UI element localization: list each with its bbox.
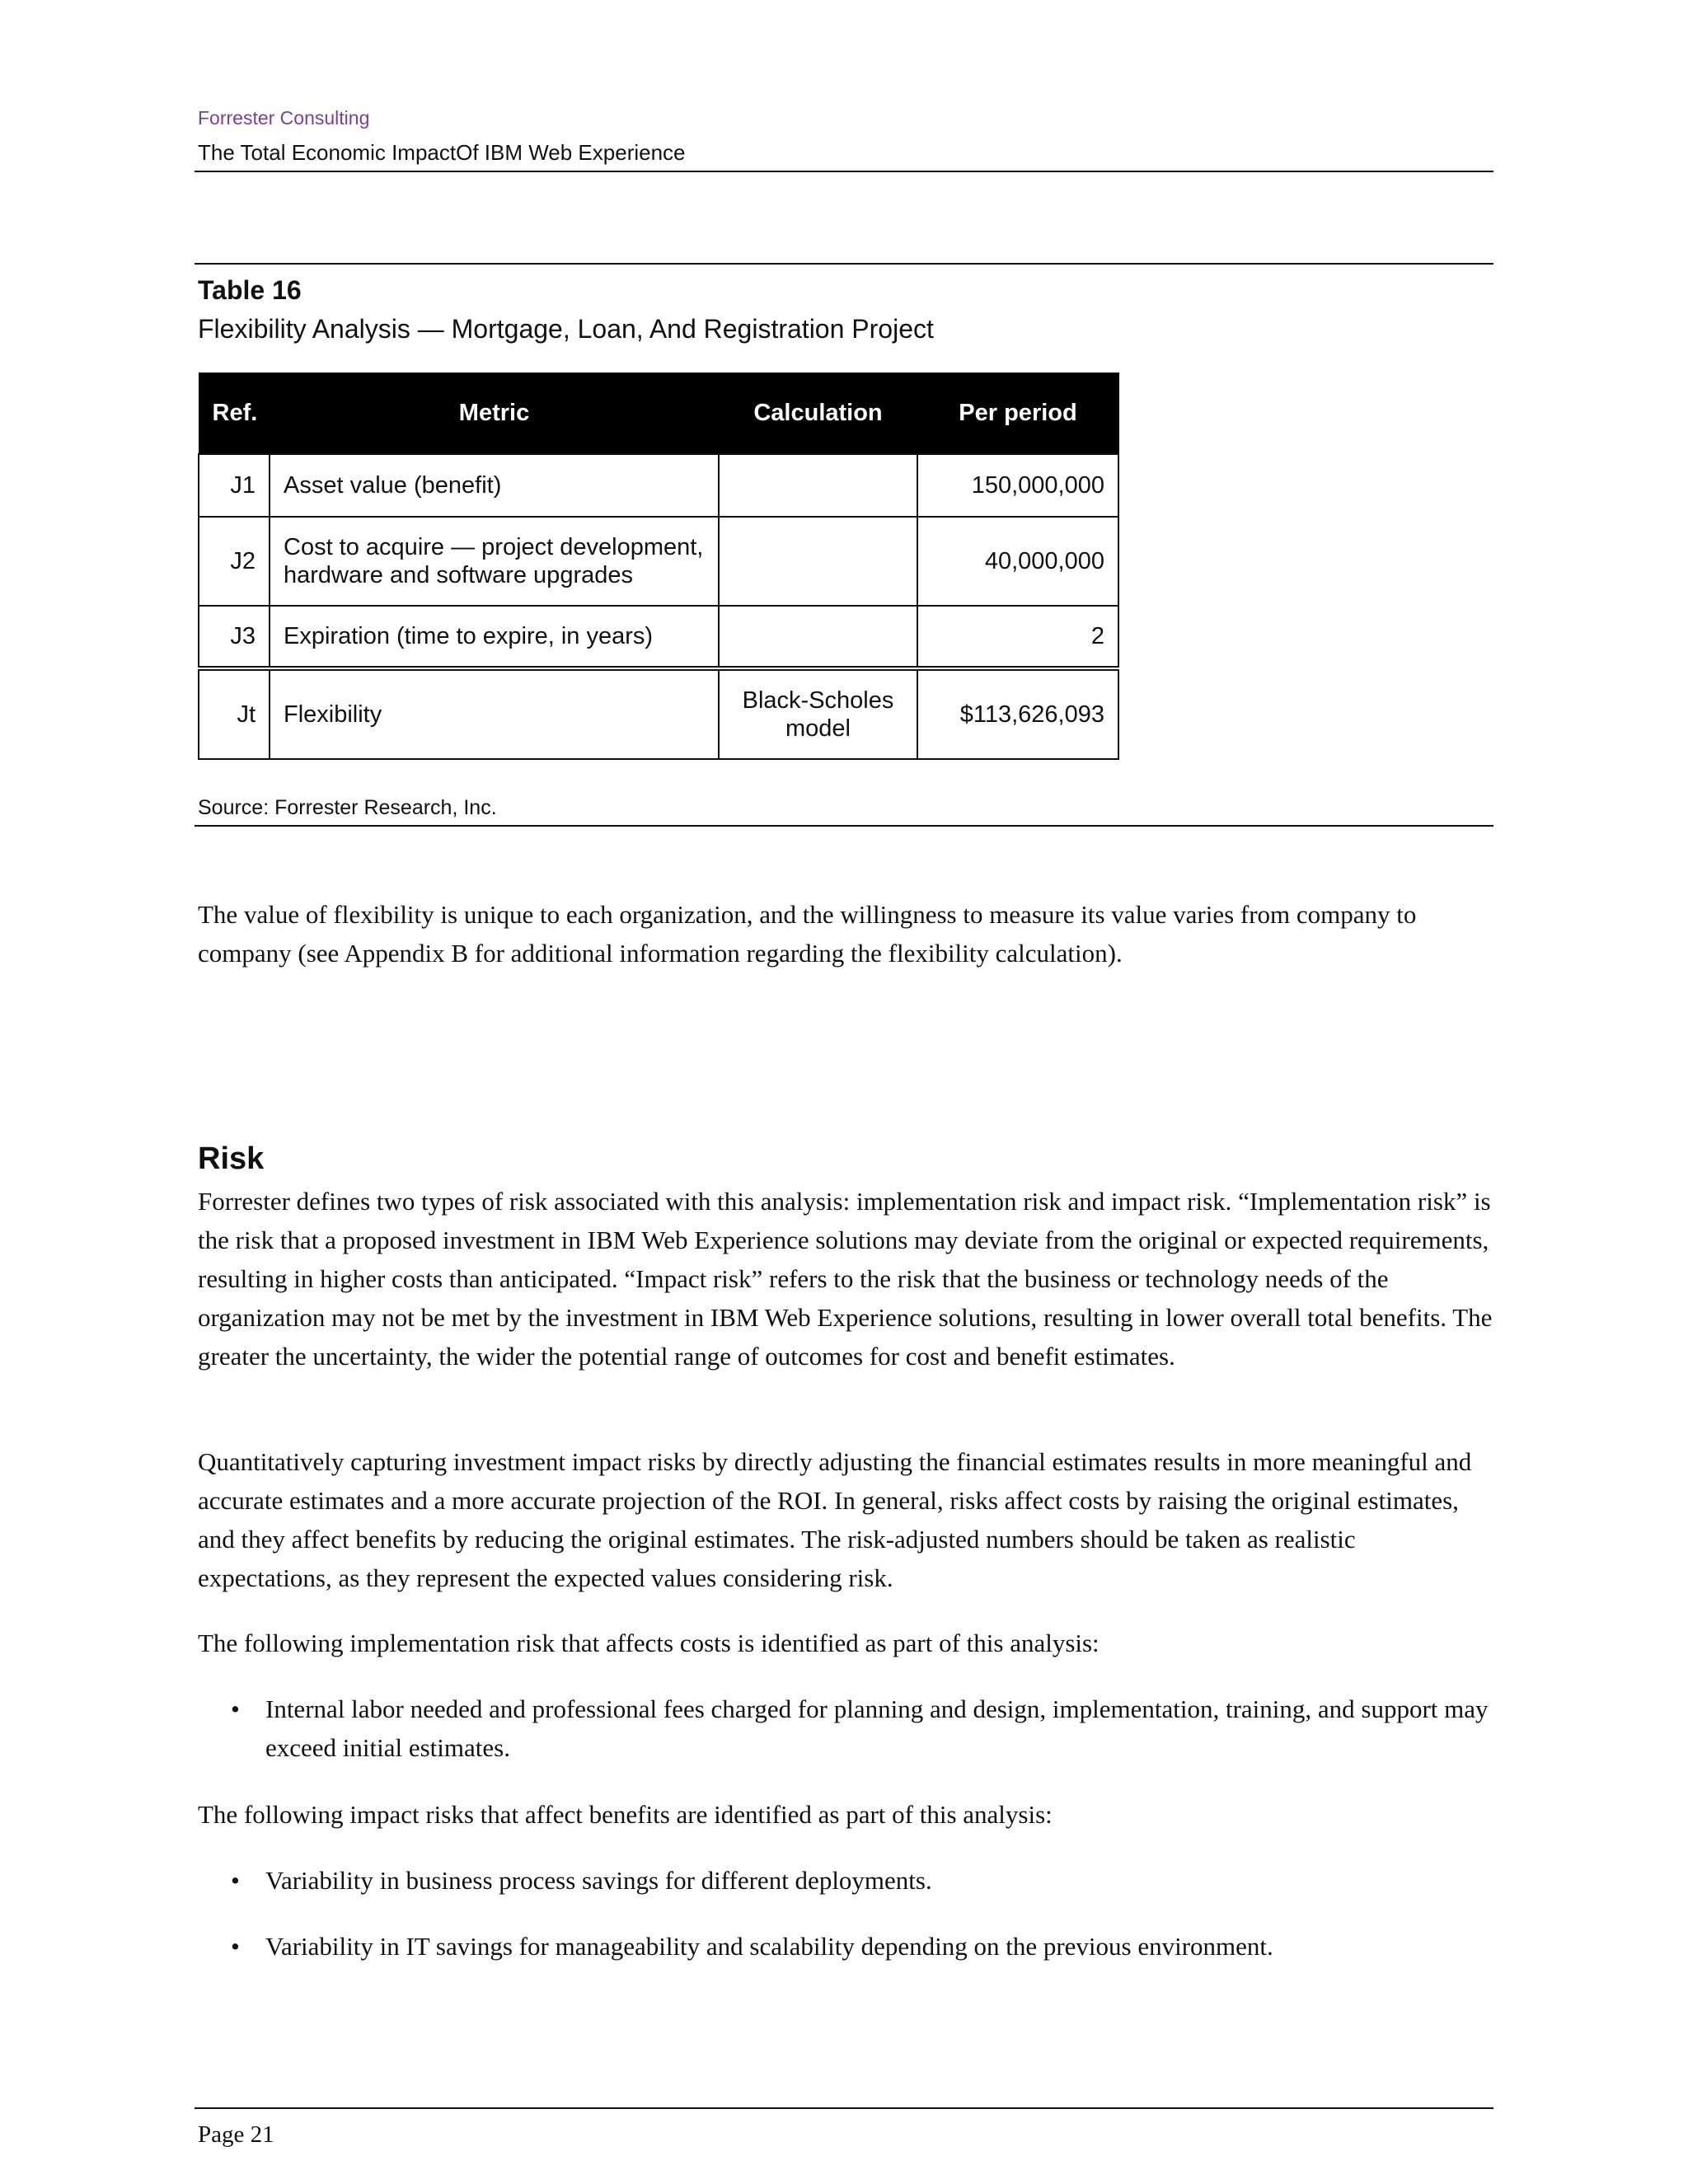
table-row [199,454,1118,517]
cell-per-period: 150,000,000 [917,454,1118,517]
header-organization: Forrester Consulting [198,107,370,129]
column-header-ref: Ref. [199,373,270,454]
risk-paragraph-2: Quantitatively capturing investment impact risks by directly adjusting the financial estimates results in more meaningful and accurate estimates and a more accurate projection of the ROI. In general, risks affect costs by raising the original estimates, and they affect benefits by reducing the original estimates. The risk-adjusted numbers should be taken as realistic expectations, as they represent the expected values considering risk. [198,1447,1472,1592]
bullet-icon: • [231,1694,240,1723]
implementation-risk-intro: The following implementation risk that affects costs is identified as part of this analysis: [198,1629,1100,1657]
impact-risk-intro: The following impact risks that affect benefits are identified as part of this analysis: [198,1800,1053,1829]
page-number: Page 21 [198,2121,274,2148]
table-bottom-divider [195,825,1493,827]
cell-ref: Jt [199,668,270,759]
cell-ref: J2 [199,517,270,606]
column-header-metric: Metric [270,373,719,454]
bullet-icon: • [231,1866,240,1895]
cell-metric: Asset value (benefit) [270,454,719,517]
cell-ref: J1 [199,454,270,517]
risk-heading: Risk [198,1141,265,1176]
table-number: Table 16 [198,275,302,305]
list-item [231,1690,1500,1767]
cell-per-period: 2 [917,606,1118,668]
cell-calculation [719,517,917,606]
table-caption: Flexibility Analysis — Mortgage, Loan, And Registration Project [198,314,934,344]
cell-ref: J3 [199,606,270,668]
list-item [231,1861,1500,1900]
bullet-icon: • [231,1932,240,1961]
cell-per-period: 40,000,000 [917,517,1118,606]
header-divider [195,171,1493,172]
cell-metric: Expiration (time to expire, in years) [270,606,719,668]
table-row [199,606,1118,668]
cell-metric: Flexibility [270,668,719,759]
column-header-calculation: Calculation [719,373,917,454]
flexibility-paragraph: The value of flexibility is unique to each organization, and the willingness to measure its value varies from company to company (see Appendix B for additional information regarding the flexibility calculation). [198,900,1417,968]
table-header-row [199,373,1118,454]
flexibility-analysis-table [198,373,1119,760]
bullet-text: Variability in business process savings for different deployments. [265,1866,932,1895]
bullet-text: Internal labor needed and professional fees charged for planning and design, implementation, training, and support may exceed initial estimates. [265,1694,1489,1762]
header-document-title: The Total Economic ImpactOf IBM Web Experience [198,140,686,165]
column-header-per-period: Per period [917,373,1118,454]
cell-calculation: Black-Scholes model [719,668,917,759]
bullet-text: Variability in IT savings for manageability and scalability depending on the previous environment. [265,1932,1273,1961]
table-total-row [199,668,1118,759]
cell-per-period: $113,626,093 [917,668,1118,759]
cell-metric: Cost to acquire — project development, hardware and software upgrades [270,517,719,606]
table-top-divider [195,263,1493,265]
list-item [231,1927,1500,1966]
cell-calculation [719,606,917,668]
table-source-note: Source: Forrester Research, Inc. [198,796,497,819]
cell-calculation [719,454,917,517]
footer-divider [195,2107,1493,2109]
table-row [199,517,1118,606]
risk-paragraph-1: Forrester defines two types of risk associated with this analysis: implementation risk and impact risk. “Implementation risk” is the risk that a proposed investment in IBM Web Experience solutions may deviate from the original or expected requirements, resulting in higher costs than anticipated. “Impact risk” refers to the risk that the business or technology needs of the organization may not be met by the investment in IBM Web Experience solutions, resulting in lower overall total benefits. The greater the uncertainty, the wider the potential range of outcomes for cost and benefit estimates. [198,1187,1493,1371]
